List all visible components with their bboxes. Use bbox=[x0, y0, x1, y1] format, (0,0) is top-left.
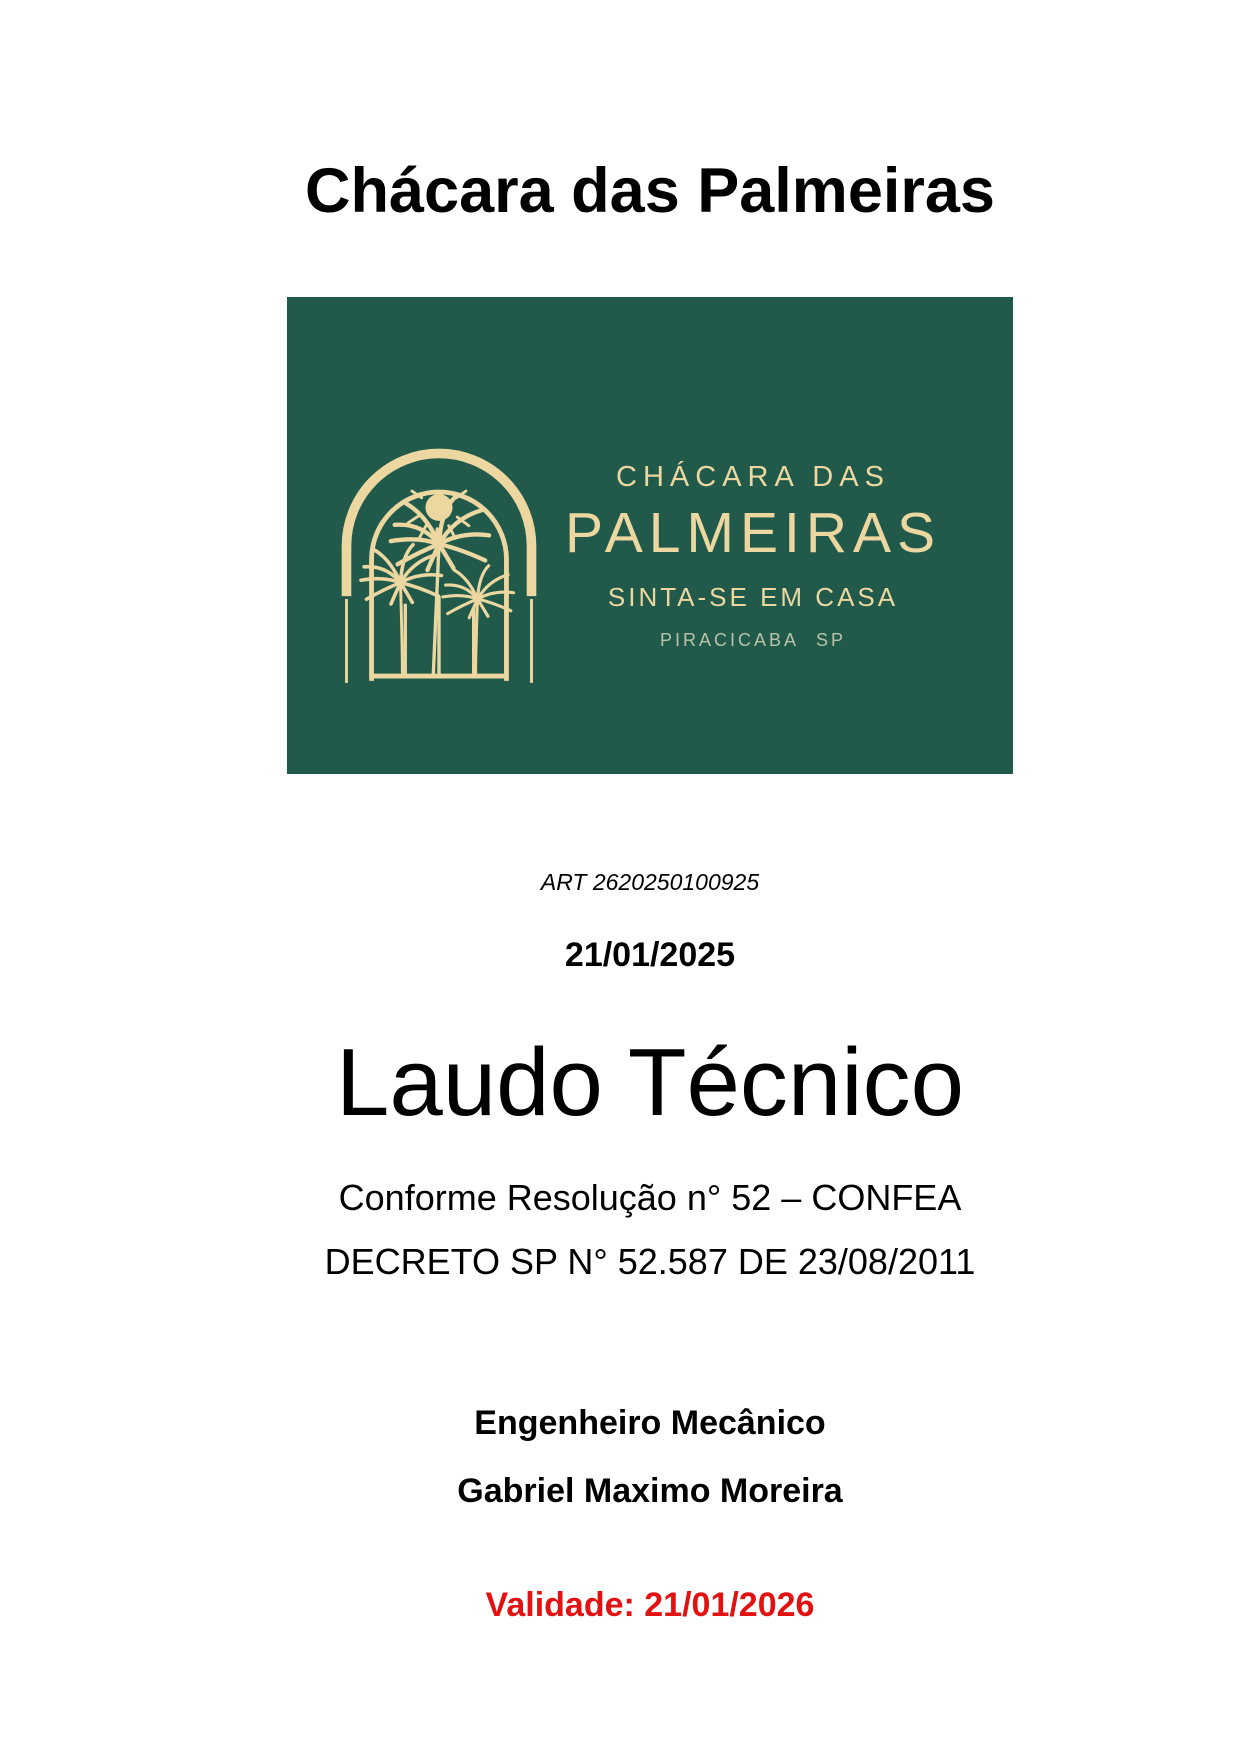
logo-line2: PALMEIRAS bbox=[564, 500, 942, 565]
subtitle-block bbox=[59, 1166, 1241, 1294]
professional-name: Gabriel Maximo Moreira bbox=[457, 1472, 843, 1511]
professional-title: Engenheiro Mecânico bbox=[474, 1404, 826, 1443]
subtitle-decree: DECRETO SP N° 52.587 DE 23/08/2011 bbox=[324, 1241, 976, 1283]
document-content bbox=[59, 155, 1241, 1626]
logo-tagline: SINTA-SE EM CASA bbox=[607, 581, 899, 612]
logo-line1: CHÁCARA DAS bbox=[616, 460, 890, 493]
palm-arch-logo-icon bbox=[287, 297, 545, 774]
logo-banner bbox=[287, 297, 1013, 774]
professional-block bbox=[59, 1389, 1241, 1525]
subtitle-resolution: Conforme Resolução n° 52 – CONFEA bbox=[338, 1177, 962, 1219]
logo-location: PIRACICABA SP bbox=[659, 629, 847, 650]
page-title: Chácara das Palmeiras bbox=[305, 156, 995, 226]
issue-date: 21/01/2025 bbox=[564, 936, 736, 975]
validity-date: Validade: 21/01/2026 bbox=[485, 1586, 815, 1625]
art-number: ART 2620250100925 bbox=[540, 869, 760, 896]
doc-title: Laudo Técnico bbox=[335, 1028, 965, 1136]
logo-text-block bbox=[545, 297, 1013, 774]
